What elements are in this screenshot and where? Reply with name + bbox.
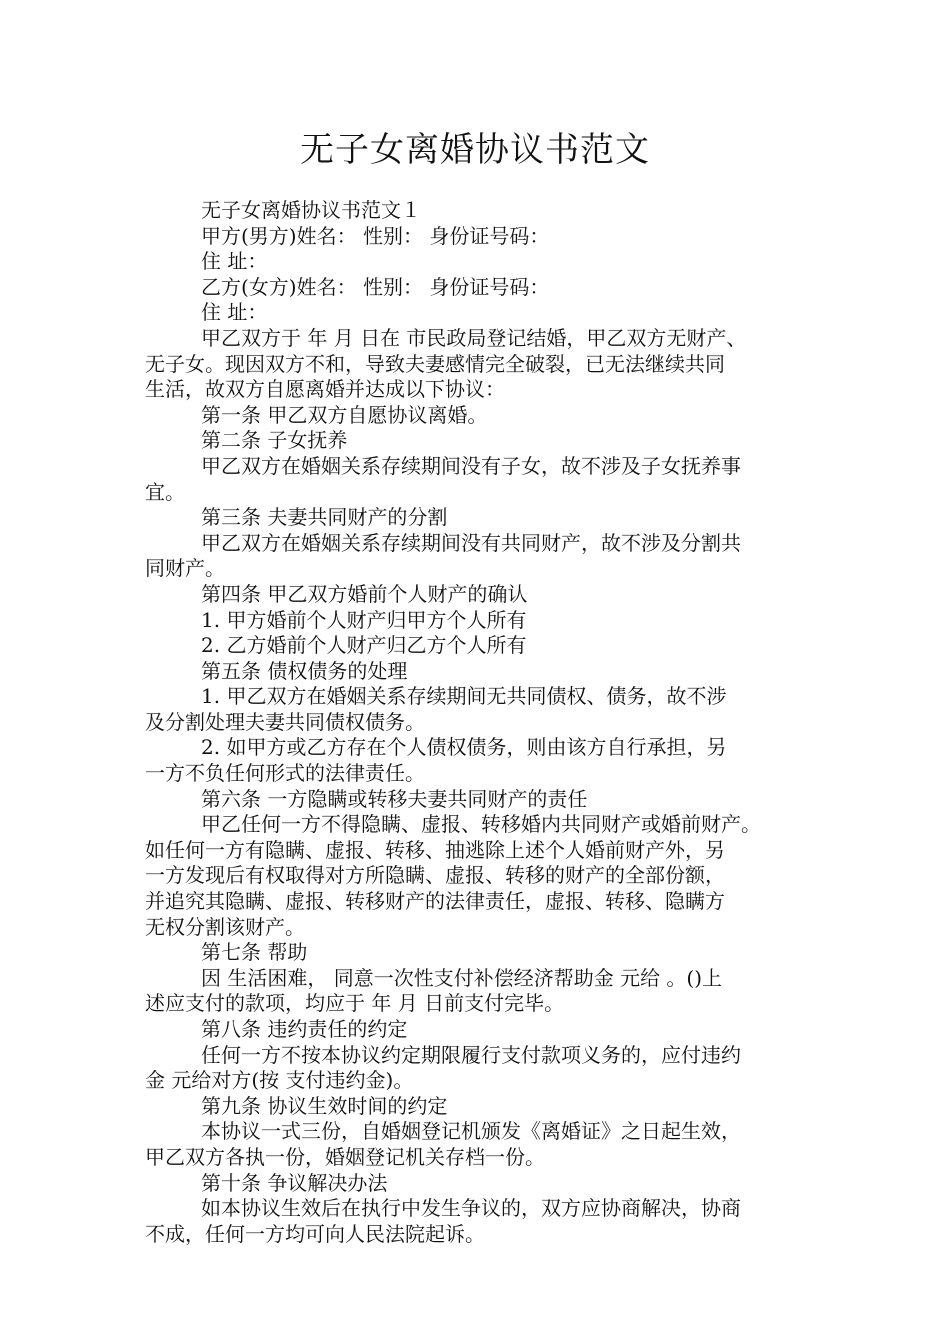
text-line: 2. 乙方婚前个人财产归乙方个人所有 <box>201 633 527 658</box>
text-line: 1. 甲方婚前个人财产归甲方个人所有 <box>201 607 527 632</box>
text-line: 甲方(男方)姓名： 性别： 身份证号码： <box>201 223 550 248</box>
text-line: 1. 甲乙双方在婚姻关系存续期间无共同债权、债务，故不涉 <box>201 684 727 709</box>
text-line: 无子女。现因双方不和，导致夫妻感情完全破裂，已无法继续共同 <box>145 351 725 376</box>
text-line: 第五条 债权债务的处理 <box>201 658 408 683</box>
text-line: 甲乙双方在婚姻关系存续期间没有子女，故不涉及子女抚养事 <box>201 453 741 478</box>
text-line: 并追究其隐瞒、虚报、转移财产的法律责任，虚报、转移、隐瞒方 <box>145 889 725 914</box>
text-line: 因 生活困难， 同意一次性支付补偿经济帮助金 元给 。()上 <box>201 965 723 990</box>
text-line: 如本协议生效后在执行中发生争议的，双方应协商解决，协商 <box>201 1196 741 1221</box>
text-line: 第二条 子女抚养 <box>201 428 348 453</box>
text-line: 第四条 甲乙双方婚前个人财产的确认 <box>201 581 528 606</box>
text-line: 第三条 夫妻共同财产的分割 <box>201 505 448 530</box>
text-line: 住 址： <box>201 300 268 325</box>
text-line: 本协议一式三份，自婚姻登记机颁发《离婚证》之日起生效， <box>201 1119 741 1144</box>
text-line: 第八条 违约责任的约定 <box>201 1017 408 1041</box>
text-line: 一方发现后有权取得对方所隐瞒、虚报、转移的财产的全部份额， <box>145 863 725 888</box>
text-line: 第九条 协议生效时间的约定 <box>201 1093 448 1118</box>
text-line: 无权分割该财产。 <box>145 914 305 939</box>
text-line: 金 元给对方(按 支付违约金)。 <box>145 1068 414 1093</box>
text-line: 一方不负任何形式的法律责任。 <box>145 761 425 786</box>
text-line: 2. 如甲方或乙方存在个人债权债务，则由该方自行承担，另 <box>201 735 727 760</box>
text-line: 第七条 帮助 <box>201 940 308 965</box>
text-line: 乙方(女方)姓名： 性别： 身份证号码： <box>201 274 550 299</box>
text-line: 甲乙任何一方不得隐瞒、虚报、转移婚内共同财产或婚前财产。 <box>201 812 761 837</box>
text-line: 第一条 甲乙双方自愿协议离婚。 <box>201 402 488 427</box>
text-line: 住 址： <box>201 249 268 274</box>
text-line: 甲乙双方各执一份，婚姻登记机关存档一份。 <box>145 1144 545 1169</box>
text-line: 第六条 一方隐瞒或转移夫妻共同财产的责任 <box>201 786 588 811</box>
text-line: 第十条 争议解决办法 <box>201 1170 388 1195</box>
text-line: 甲乙双方在婚姻关系存续期间没有共同财产，故不涉及分割共 <box>201 530 741 555</box>
text-line: 宜。 <box>145 479 185 504</box>
text-line: 不成，任何一方均可向人民法院起诉。 <box>145 1221 485 1246</box>
text-line: 同财产。 <box>145 556 225 581</box>
text-line: 及分割处理夫妻共同债权债务。 <box>145 709 425 734</box>
text-line: 生活，故双方自愿离婚并达成以下协议： <box>145 377 505 402</box>
document-body <box>145 198 810 1247</box>
text-line: 任何一方不按本协议约定期限履行支付款项义务的，应付违约 <box>201 1042 741 1067</box>
text-line: 如任何一方有隐瞒、虚报、转移、抽逃除上述个人婚前财产外，另 <box>145 837 725 862</box>
text-line: 述应支付的款项，均应于 年 月 日前支付完毕。 <box>145 991 565 1016</box>
text-line: 无子女离婚协议书范文１ <box>201 198 421 222</box>
text-line: 甲乙双方于 年 月 日在 市民政局登记结婚，甲乙双方无财产、 <box>201 325 747 350</box>
document-title: 无子女离婚协议书范文 <box>300 130 650 170</box>
